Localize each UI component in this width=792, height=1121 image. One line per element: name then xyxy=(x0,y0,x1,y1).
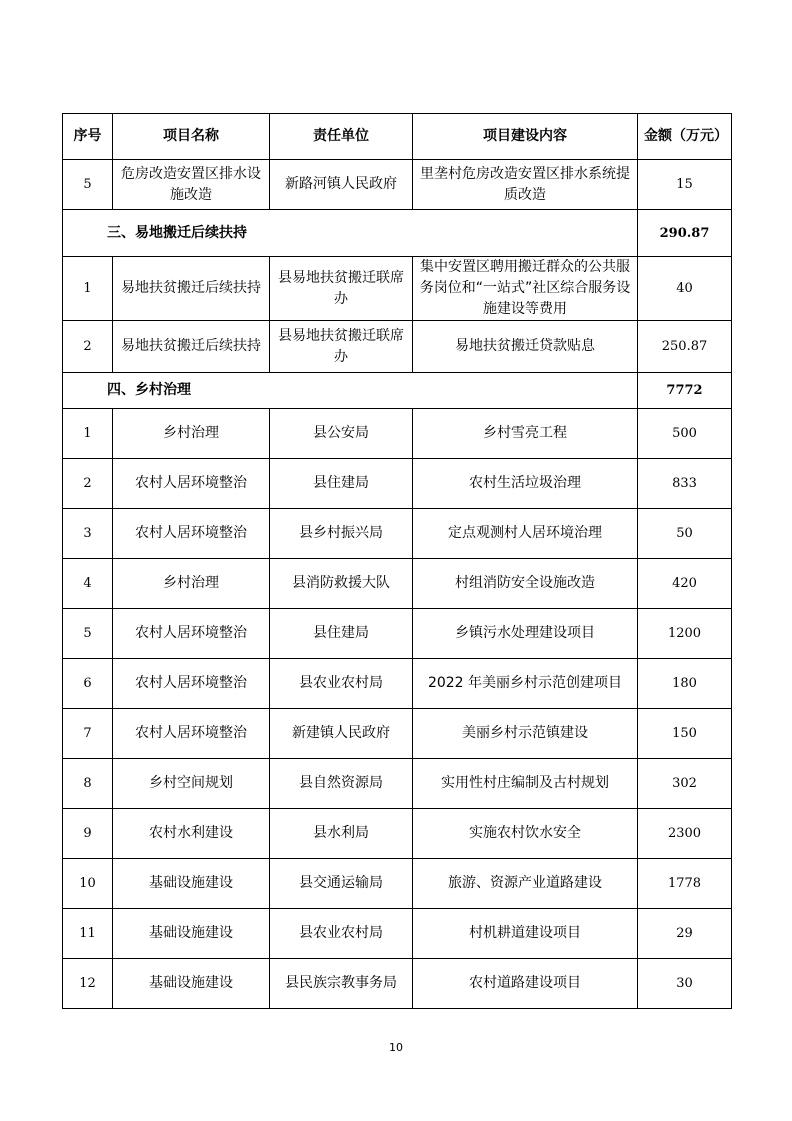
cell-no: 1 xyxy=(63,409,113,459)
cell-amount: 420 xyxy=(638,559,732,609)
cell-name: 农村水利建设 xyxy=(113,809,270,859)
table-row xyxy=(63,257,732,321)
cell-unit: 县住建局 xyxy=(270,459,413,509)
page-number: 10 xyxy=(389,1041,403,1054)
section-row xyxy=(63,373,732,409)
cell-content: 易地扶贫搬迁贷款贴息 xyxy=(413,321,638,373)
cell-unit: 县民族宗教事务局 xyxy=(270,959,413,1009)
cell-no: 9 xyxy=(63,809,113,859)
header-amount: 金额（万元） xyxy=(638,114,732,160)
section-total: 290.87 xyxy=(638,210,732,257)
cell-name: 基础设施建设 xyxy=(113,859,270,909)
cell-amount: 2300 xyxy=(638,809,732,859)
cell-amount: 1778 xyxy=(638,859,732,909)
header-content: 项目建设内容 xyxy=(413,114,638,160)
cell-no: 2 xyxy=(63,321,113,373)
cell-unit: 县易地扶贫搬迁联席办 xyxy=(270,321,413,373)
table-row xyxy=(63,459,732,509)
header-unit: 责任单位 xyxy=(270,114,413,160)
cell-no: 8 xyxy=(63,759,113,809)
cell-amount: 833 xyxy=(638,459,732,509)
table-row xyxy=(63,759,732,809)
table-header-row xyxy=(63,114,732,160)
cell-unit: 县水利局 xyxy=(270,809,413,859)
cell-name: 易地扶贫搬迁后续扶持 xyxy=(113,321,270,373)
table-row xyxy=(63,809,732,859)
cell-content: 农村生活垃圾治理 xyxy=(413,459,638,509)
cell-no: 6 xyxy=(63,659,113,709)
table-row xyxy=(63,909,732,959)
project-table xyxy=(62,113,732,1009)
cell-content: 旅游、资源产业道路建设 xyxy=(413,859,638,909)
table-row xyxy=(63,659,732,709)
table-row xyxy=(63,609,732,659)
cell-no: 12 xyxy=(63,959,113,1009)
cell-unit: 县消防救援大队 xyxy=(270,559,413,609)
cell-name: 易地扶贫搬迁后续扶持 xyxy=(113,257,270,321)
cell-name: 乡村治理 xyxy=(113,559,270,609)
table-row xyxy=(63,321,732,373)
cell-amount: 500 xyxy=(638,409,732,459)
cell-unit: 县乡村振兴局 xyxy=(270,509,413,559)
cell-name: 农村人居环境整治 xyxy=(113,509,270,559)
cell-name: 乡村空间规划 xyxy=(113,759,270,809)
table-row xyxy=(63,409,732,459)
cell-no: 3 xyxy=(63,509,113,559)
cell-content: 乡村雪亮工程 xyxy=(413,409,638,459)
cell-name: 乡村治理 xyxy=(113,409,270,459)
cell-name: 基础设施建设 xyxy=(113,959,270,1009)
cell-unit: 县住建局 xyxy=(270,609,413,659)
table-row xyxy=(63,859,732,909)
cell-no: 1 xyxy=(63,257,113,321)
cell-unit: 县易地扶贫搬迁联席办 xyxy=(270,257,413,321)
cell-name: 农村人居环境整治 xyxy=(113,459,270,509)
cell-amount: 150 xyxy=(638,709,732,759)
cell-name: 农村人居环境整治 xyxy=(113,609,270,659)
cell-unit: 新建镇人民政府 xyxy=(270,709,413,759)
header-no: 序号 xyxy=(63,114,113,160)
cell-name: 危房改造安置区排水设施改造 xyxy=(113,160,270,210)
cell-no: 2 xyxy=(63,459,113,509)
cell-amount: 1200 xyxy=(638,609,732,659)
cell-unit: 县农业农村局 xyxy=(270,909,413,959)
cell-unit: 县交通运输局 xyxy=(270,859,413,909)
table-row xyxy=(63,509,732,559)
section-title: 三、易地搬迁后续扶持 xyxy=(63,210,638,257)
cell-amount: 30 xyxy=(638,959,732,1009)
cell-name: 农村人居环境整治 xyxy=(113,709,270,759)
cell-amount: 250.87 xyxy=(638,321,732,373)
cell-content: 实施农村饮水安全 xyxy=(413,809,638,859)
cell-unit: 县农业农村局 xyxy=(270,659,413,709)
table-row xyxy=(63,559,732,609)
cell-content: 实用性村庄编制及古村规划 xyxy=(413,759,638,809)
cell-no: 11 xyxy=(63,909,113,959)
cell-amount: 29 xyxy=(638,909,732,959)
cell-content: 农村道路建设项目 xyxy=(413,959,638,1009)
cell-content: 美丽乡村示范镇建设 xyxy=(413,709,638,759)
section-total: 7772 xyxy=(638,373,732,409)
cell-content: 里垄村危房改造安置区排水系统提质改造 xyxy=(413,160,638,210)
cell-amount: 40 xyxy=(638,257,732,321)
cell-no: 10 xyxy=(63,859,113,909)
table-row xyxy=(63,959,732,1009)
cell-content: 集中安置区聘用搬迁群众的公共服务岗位和“一站式”社区综合服务设施建设等费用 xyxy=(413,257,638,321)
section-title: 四、乡村治理 xyxy=(63,373,638,409)
cell-unit: 县公安局 xyxy=(270,409,413,459)
cell-content: 村机耕道建设项目 xyxy=(413,909,638,959)
section-row xyxy=(63,210,732,257)
cell-content: 定点观测村人居环境治理 xyxy=(413,509,638,559)
cell-content: 2022 年美丽乡村示范创建项目 xyxy=(413,659,638,709)
cell-amount: 15 xyxy=(638,160,732,210)
cell-amount: 302 xyxy=(638,759,732,809)
header-name: 项目名称 xyxy=(113,114,270,160)
table-row xyxy=(63,160,732,210)
cell-no: 7 xyxy=(63,709,113,759)
table-row xyxy=(63,709,732,759)
cell-name: 农村人居环境整治 xyxy=(113,659,270,709)
cell-content: 乡镇污水处理建设项目 xyxy=(413,609,638,659)
cell-unit: 县自然资源局 xyxy=(270,759,413,809)
cell-no: 5 xyxy=(63,609,113,659)
cell-name: 基础设施建设 xyxy=(113,909,270,959)
cell-amount: 50 xyxy=(638,509,732,559)
cell-unit: 新路河镇人民政府 xyxy=(270,160,413,210)
cell-no: 5 xyxy=(63,160,113,210)
cell-content: 村组消防安全设施改造 xyxy=(413,559,638,609)
cell-no: 4 xyxy=(63,559,113,609)
cell-amount: 180 xyxy=(638,659,732,709)
